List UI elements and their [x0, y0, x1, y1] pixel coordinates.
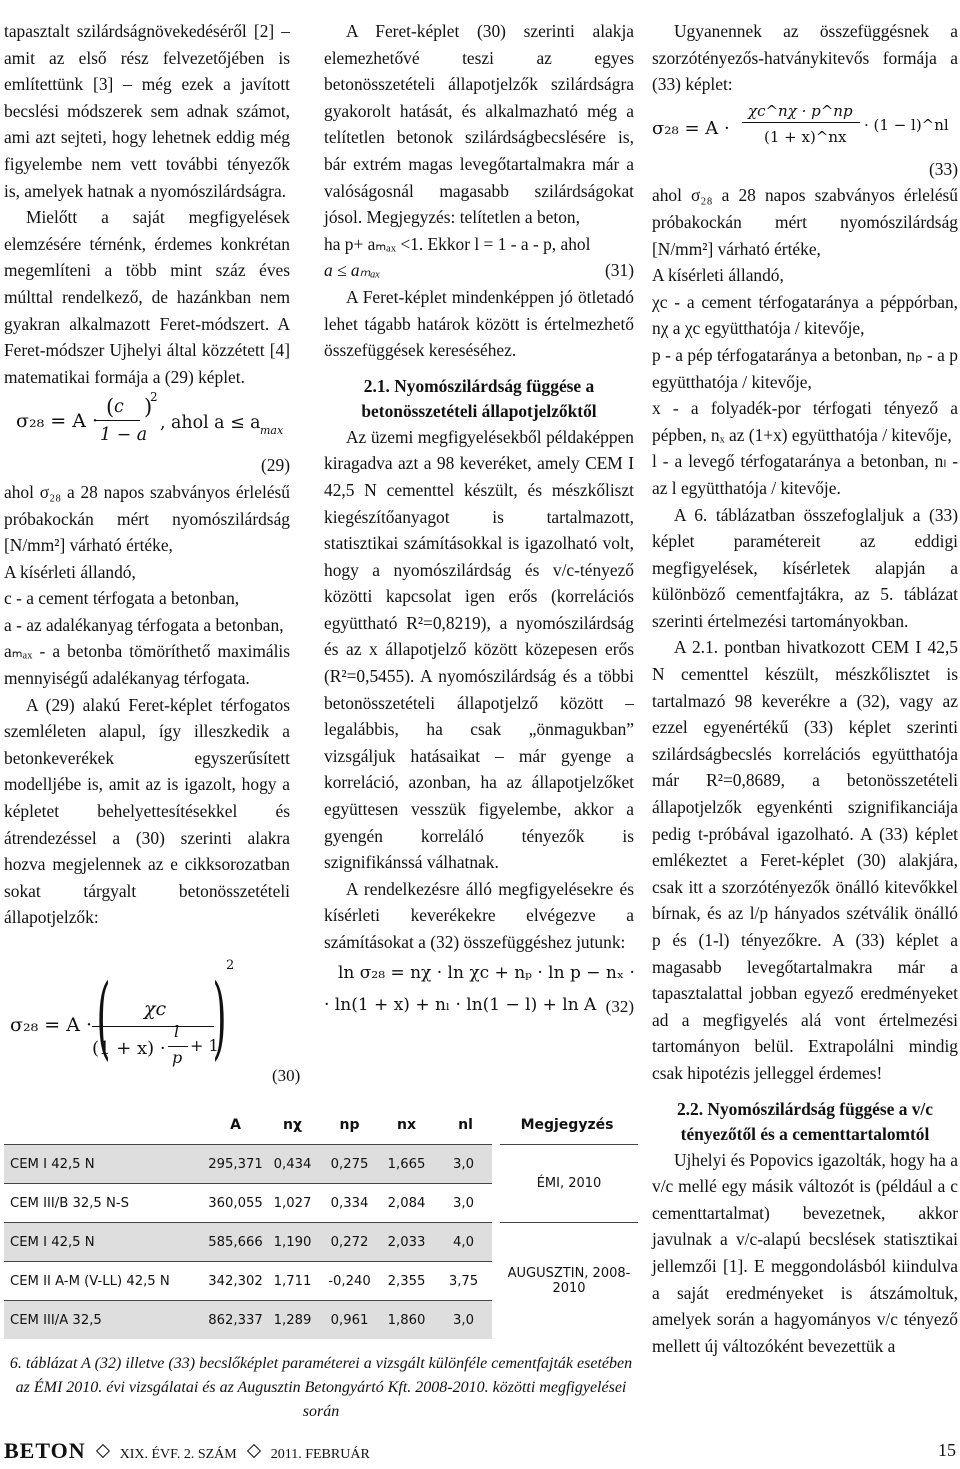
- paragraph: Mielőtt a saját megfigyelések elemzésére térnénk, érdemes konkrétan megemlíteni a több mint száz éves múlttal rendelkező, de hazánkban nem gyakran alkalmazott Feret-módszert. A Feret-módszer Ujhelyi által közzétett [4] matematikai formája a (29) képlet.: [4, 207, 290, 387]
- table-cell: CEM III/B 32,5 N-S: [4, 1184, 207, 1223]
- equation-33: σ₂₈ = A · χc^nχ · p^np (1 + x)^nx · (1 − l)^nl: [652, 101, 949, 146]
- paragraph: Az üzemi megfigyelésekből példaképpen kiragadva azt a 98 keveréket, amely CEM I 42,5 N cementtel készült, és mészkőliszt kiegészítőanyagot is tartalmazott, statisztikai számításokkal is igazolható volt, hogy a nyomószilárdság és v/c-tényező közötti kapcsolat igen erős (korrelációs együttható R²=0,8219), a nyomószilárdság és az x állapotjelző között közepesen erős (R²=0,5455). A nyomószilárdság és a többi betonösszetételi állapotjelző között – legalábbis, ha csak „önmagukban” vizsgáljuk hatásaikat – már gyenge a korreláció, azonban, ha az állapotjelzőket együttesen vesszük figyelembe, akkor a gyengén korreláló tényezők is szignifikánssá válhatnak.: [324, 426, 634, 873]
- table-cell: 360,055: [207, 1184, 264, 1223]
- eq-condition: , ahol a ≤ a: [160, 413, 261, 434]
- paragraph: ahol σ₂₈ a 28 napos szabványos érlelésű próbakockán mért nyomószilárdság [N/mm²] várható értéke,: [4, 481, 290, 556]
- equation-29: σ₂₈ = A · ( c 1 − a ) 2 , ahol a ≤ a max: [4, 390, 290, 452]
- column-header: np: [339, 1117, 360, 1133]
- equation-31: a ≤ aₘₐₓ (31): [324, 257, 634, 284]
- equation-number: (33): [929, 158, 958, 179]
- definition: χc - a cement térfogataránya a péppórban, nχ a χc együtthatója / kitevője,: [652, 291, 958, 339]
- paragraph: A (29) alakú Feret-képlet térfogatos szemléleten alapul, így illeszkedik a betonkeverékek egyszerűsített modelljébe is, amit az is igazolt, hogy a képletet behelyettesítésekkel és átrendezéssel a (30) szerinti alakra hozva megjelennek az e cikksorozatban sokat tárgyalt betonösszetételi állapotjelzők:: [4, 694, 290, 928]
- table-cell: 2,033: [378, 1223, 435, 1262]
- table-cell: 1,027: [264, 1184, 321, 1223]
- definition: A kísérleti állandó,: [4, 561, 136, 582]
- table-cell: CEM II A-M (V-LL) 42,5 N: [4, 1262, 207, 1301]
- eq-denominator: 1 − a: [100, 425, 148, 446]
- eq-lhs: σ₂₈ = A ·: [16, 410, 99, 433]
- definition: A kísérleti állandó,: [652, 265, 784, 286]
- column-header: nx: [397, 1117, 416, 1133]
- diamond-icon: [96, 1444, 110, 1458]
- equation-number: (30): [272, 1066, 301, 1085]
- table-row: [4, 1145, 638, 1184]
- definition: a - az adalékanyag térfogata a betonban,: [4, 614, 284, 635]
- eq-exponent: 2: [150, 390, 158, 405]
- table-cell: 0,434: [264, 1145, 321, 1184]
- section-heading: 2.1. Nyomószilárdság függése a betonösszetételi állapotjelzőktől: [361, 375, 597, 421]
- page-footer: [4, 1438, 956, 1466]
- table-cell: 295,371: [207, 1145, 264, 1184]
- table-note: AUGUSZTIN, 2008-2010: [496, 1223, 638, 1340]
- table-cell: -0,240: [321, 1262, 378, 1301]
- table-caption: 6. táblázat A (32) illetve (33) becslőképlet paraméterei a vizsgált különféle cementfajták esetében az ÉMI 2010. évi vizsgálatai és az Augusztin Betongyártó Kft. 2008-2010. közötti megfigyelései során: [9, 1355, 633, 1420]
- table-cell: 2,355: [378, 1262, 435, 1301]
- definition: l - a levegő térfogataránya a betonban, nₗ - az l együtthatója / kitevője.: [652, 451, 958, 498]
- parameter-table: [4, 1106, 638, 1339]
- table-cell: 1,190: [264, 1223, 321, 1262]
- journal-name: BETON: [4, 1438, 86, 1463]
- issue-date: 2011. FEBRUÁR: [270, 1447, 370, 1462]
- column-1: [4, 18, 290, 931]
- column-header: nl: [458, 1117, 473, 1133]
- paragraph: ha p+ aₘₐₓ <1. Ekkor l = 1 - a - p, ahol: [324, 233, 591, 254]
- column-header: Megjegyzés: [520, 1117, 614, 1133]
- table-row: [4, 1223, 638, 1262]
- issue-info: XIX. ÉVF. 2. SZÁM: [119, 1447, 237, 1462]
- table-cell: 585,666: [207, 1223, 264, 1262]
- paragraph: tapasztalt szilárdságnövekedéséről [2] – amit az első rész felvezetőjében is említettünk [3] – még ezek a javított becslési módszerek sem adnak számot, ami azt sejteti, hogy lehetnek eddig még figyelembe nem vett további tényezők is, amelyek hatnak a nyomószilárdságra.: [4, 21, 290, 201]
- equation-number: (32): [605, 996, 634, 1016]
- equation-number: (29): [261, 455, 290, 476]
- table-cell: 1,860: [378, 1301, 435, 1340]
- page-number: 15: [938, 1440, 956, 1460]
- section-heading: 2.2. Nyomószilárdság függése a v/c tényezőtől és a cementtartalomtól: [676, 1098, 933, 1144]
- column-header: A: [230, 1117, 241, 1133]
- table-cell: 1,289: [264, 1301, 321, 1340]
- table-cell: 342,302: [207, 1262, 264, 1301]
- table-cell: CEM I 42,5 N: [4, 1145, 207, 1184]
- table-cell: 0,275: [321, 1145, 378, 1184]
- table-note: ÉMI, 2010: [496, 1145, 638, 1223]
- paragraph: A Feret-képlet mindenképpen jó ötletadó lehet tágabb határok között is értelmezhető összefüggések kereséséhez.: [324, 286, 634, 361]
- definition: p - a pép térfogataránya a betonban, nₚ - a p együtthatója / kitevője,: [652, 344, 958, 392]
- paragraph: A 2.1. pontban hivatkozott CEM I 42,5 N cementtel készült, mészkőlisztet is tartalmazó 98 keverékre a (32), vagy az ezzel egyenértékű (33) képlet szerinti szilárdságbecslés korrelációs együtthatója már R²=0,8689, a betonösszetételi állapotjelzők egyenkénti szignifikanciája pedig t-próbával igazolható. A (33) képlet emlékeztet a Feret-képlet (30) alakjára, csak itt a szorzótényezők önálló kitevőkkel bírnak, és az l/p hányados szétválik önálló p és (1-l) tényezőkre. A (33) képlet a magasabb levegőtartalmakra már a tapasztalattal jobban egyező eredményeket ad a megfigyelés alá vont értelmezési tartományon belül. Extrapolálni mindig csak hipotézis jelleggel érdemes!: [652, 637, 958, 1083]
- paragraph: Ujhelyi és Popovics igazolták, hogy ha a v/c mellé egy másik változót is (például a c cementtartalmat) bevezetnek, akkor javulnak a v/c-alapú becslések statisztikai jellemzői [1]. E meggondolásból kiindulva a saját eredményeket is átszámoltuk, amelyek során a hagyományos v/c tényező mellett új változóként bevezettük a: [652, 1149, 958, 1356]
- table-cell: 0,272: [321, 1223, 378, 1262]
- table-cell: 862,337: [207, 1301, 264, 1340]
- table-cell: 0,961: [321, 1301, 378, 1340]
- table-cell: CEM III/A 32,5: [4, 1301, 207, 1340]
- table-cell: 1,665: [378, 1145, 435, 1184]
- equation-32: ln σ₂₈ = nχ · ln χc + nₚ · ln p − nₓ · · ln(1 + x) + nₗ · ln(1 − l) + ln A (32): [324, 956, 634, 1020]
- table-cell: 3,0: [435, 1301, 496, 1340]
- equation-number: (31): [605, 260, 634, 281]
- eq-condition-sub: max: [260, 424, 284, 438]
- paragraph: ahol σ₂₈ a 28 napos szabványos érlelésű próbakockán mért nyomószilárdság [N/mm²] várható értéke,: [652, 185, 958, 259]
- table-cell: 1,711: [264, 1262, 321, 1301]
- column-3: [652, 18, 958, 1359]
- paragraph: A rendelkezésre álló megfigyelésekre és kísérleti keverékekre elvégezve a számításokat a (32) összefüggéshez jutunk:: [324, 878, 634, 952]
- definition: aₘₐₓ - a betonba tömöríthető maximális mennyiségű adalékanyag térfogata.: [4, 641, 290, 689]
- table-cell: 0,334: [321, 1184, 378, 1223]
- definition: x - a folyadék-por térfogati tényező a pépben, nₓ az (1+x) együtthatója / kitevője,: [652, 398, 958, 445]
- diamond-icon: [247, 1444, 261, 1458]
- paragraph: Ugyanennek az összefüggésnek a szorzótényezős-hatványkitevős formája a (33) képlet:: [652, 21, 958, 95]
- table-cell: 3,0: [435, 1145, 496, 1184]
- paragraph: A Feret-képlet (30) szerinti alakja elemezhetővé teszi az egyes betonösszetételi állapotjelzők szilárdságra gyakorolt hatását, és alkalmazható még a telítetlen betonok szilárdságbecslésére is, bár extrém magas levegőtartalmakra már a valóságosnál magasabb szilárdságokat jósol. Megjegyzés: telítetlen a beton,: [324, 21, 634, 228]
- equation-30: σ₂₈ = A · ( χc (1 + x) · l p + 1 ) 2 (30): [10, 958, 301, 1085]
- table-cell: CEM I 42,5 N: [4, 1223, 207, 1262]
- column-header: [4, 1106, 207, 1145]
- table-header-row: [4, 1106, 638, 1145]
- table-cell: 3,0: [435, 1184, 496, 1223]
- column-header: nχ: [283, 1117, 302, 1133]
- eq-numerator: c: [114, 397, 124, 418]
- table-cell: 4,0: [435, 1223, 496, 1262]
- table-cell: 2,084: [378, 1184, 435, 1223]
- paragraph: A 6. táblázatban összefoglaljuk a (33) képlet paramétereit az eddigi megfigyelések, kísérletek alapján a különböző cementfajtákra, az 5. táblázat szerinti értelmezési tartományokban.: [652, 504, 958, 631]
- column-2: [324, 18, 634, 1020]
- table-cell: 3,75: [435, 1262, 496, 1301]
- definition: c - a cement térfogata a betonban,: [4, 588, 240, 609]
